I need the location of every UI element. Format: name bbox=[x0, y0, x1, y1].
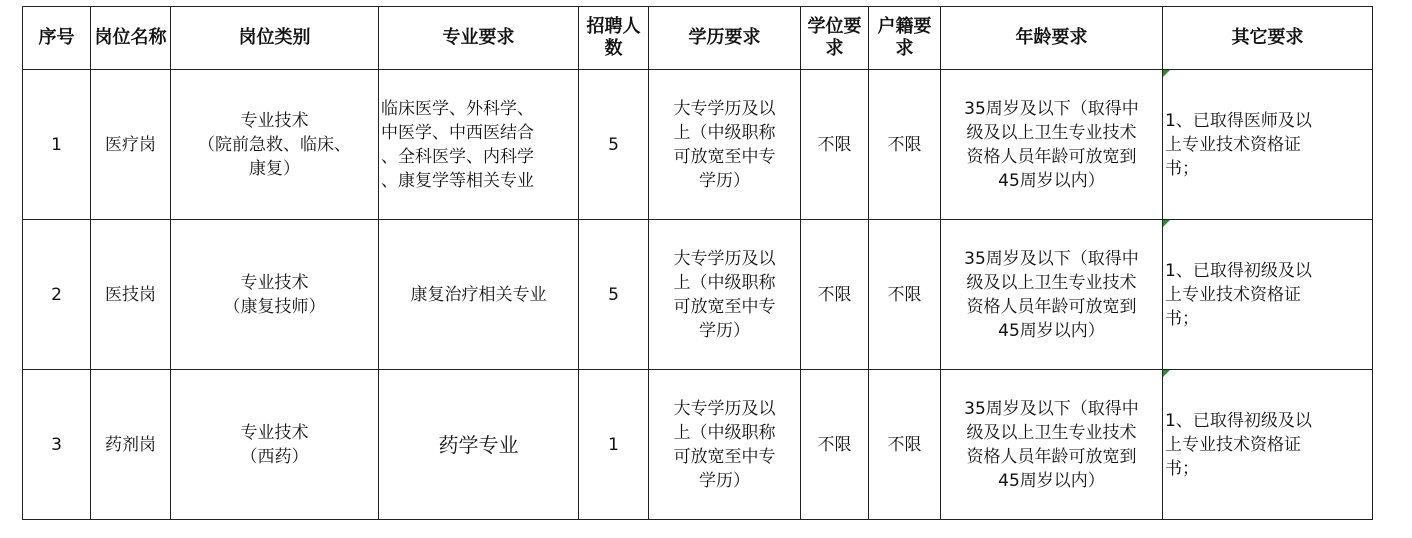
header-degree-req[interactable]: 学位要求 bbox=[801, 7, 869, 70]
cell-position-name[interactable] bbox=[91, 70, 171, 220]
cell-age-req[interactable] bbox=[941, 370, 1163, 520]
table-row bbox=[23, 70, 1373, 220]
cell-text: 不限 bbox=[817, 434, 852, 455]
cell-text: 不限 bbox=[817, 134, 852, 155]
header-major-req[interactable]: 专业要求 bbox=[379, 7, 579, 70]
cell-text: 不限 bbox=[817, 284, 852, 305]
cell-seq[interactable] bbox=[23, 70, 91, 220]
cell-text: 大专学历及以 上（中级职称 可放宽至中专 学历） bbox=[673, 398, 776, 491]
header-hukou-req[interactable]: 户籍要求 bbox=[869, 7, 941, 70]
table-row bbox=[23, 220, 1373, 370]
header-recruit-count[interactable]: 招聘人数 bbox=[579, 7, 649, 70]
comment-marker-icon[interactable] bbox=[1163, 220, 1170, 227]
cell-text: 大专学历及以 上（中级职称 可放宽至中专 学历） bbox=[673, 98, 776, 191]
header-other-req[interactable]: 其它要求 bbox=[1163, 7, 1373, 70]
cell-recruit-count[interactable] bbox=[579, 70, 649, 220]
cell-text: 1、已取得医师及以 上专业技术资格证 书； bbox=[1165, 110, 1312, 179]
cell-text: 3 bbox=[51, 434, 62, 455]
cell-text: 专业技术 （康复技师） bbox=[223, 272, 326, 317]
cell-position-category[interactable] bbox=[171, 70, 379, 220]
cell-position-name[interactable] bbox=[91, 370, 171, 520]
cell-degree-req[interactable] bbox=[801, 370, 869, 520]
recruitment-table bbox=[22, 6, 1373, 520]
header-position-category[interactable]: 岗位类别 bbox=[171, 7, 379, 70]
cell-text: 康复治疗相关专业 bbox=[410, 284, 547, 305]
cell-major-req[interactable] bbox=[379, 220, 579, 370]
cell-text: 1 bbox=[51, 134, 62, 155]
cell-major-req[interactable] bbox=[379, 70, 579, 220]
cell-education-req[interactable] bbox=[649, 220, 801, 370]
cell-position-category[interactable] bbox=[171, 370, 379, 520]
cell-age-req[interactable] bbox=[941, 70, 1163, 220]
cell-text: 临床医学、外科学、 中医学、中西医结合 、全科医学、内科学 、康复学等相关专业 bbox=[381, 98, 534, 191]
cell-text: 1 bbox=[608, 434, 619, 455]
cell-text: 5 bbox=[608, 134, 619, 155]
header-row bbox=[23, 7, 1373, 70]
cell-text: 不限 bbox=[887, 284, 922, 305]
cell-major-req[interactable] bbox=[379, 370, 579, 520]
cell-text: 35周岁及以下（取得中 级及以上卫生专业技术 资格人员年龄可放宽到 45周岁以内） bbox=[964, 98, 1139, 191]
cell-text: 不限 bbox=[887, 134, 922, 155]
cell-degree-req[interactable] bbox=[801, 70, 869, 220]
header-position-name[interactable]: 岗位名称 bbox=[91, 7, 171, 70]
cell-hukou-req[interactable] bbox=[869, 370, 941, 520]
cell-text: 医疗岗 bbox=[105, 134, 156, 155]
cell-text: 5 bbox=[608, 284, 619, 305]
cell-other-req[interactable] bbox=[1163, 220, 1373, 370]
cell-text: 药剂岗 bbox=[105, 434, 156, 455]
table-row bbox=[23, 370, 1373, 520]
cell-text: 专业技术 （院前急救、临床、 康复） bbox=[198, 110, 351, 179]
cell-recruit-count[interactable] bbox=[579, 220, 649, 370]
cell-text: 医技岗 bbox=[105, 284, 156, 305]
cell-text: 大专学历及以 上（中级职称 可放宽至中专 学历） bbox=[673, 248, 776, 341]
cell-text: 35周岁及以下（取得中 级及以上卫生专业技术 资格人员年龄可放宽到 45周岁以内） bbox=[964, 248, 1139, 341]
cell-hukou-req[interactable] bbox=[869, 70, 941, 220]
cell-hukou-req[interactable] bbox=[869, 220, 941, 370]
cell-text: 1、已取得初级及以 上专业技术资格证 书； bbox=[1165, 260, 1312, 329]
cell-text: 药学专业 bbox=[438, 432, 519, 457]
cell-text: 1、已取得初级及以 上专业技术资格证 书； bbox=[1165, 410, 1312, 479]
cell-text: 不限 bbox=[887, 434, 922, 455]
cell-other-req[interactable] bbox=[1163, 70, 1373, 220]
comment-marker-icon[interactable] bbox=[1163, 70, 1170, 77]
cell-education-req[interactable] bbox=[649, 370, 801, 520]
cell-text: 35周岁及以下（取得中 级及以上卫生专业技术 资格人员年龄可放宽到 45周岁以内） bbox=[964, 398, 1139, 491]
cell-text: 2 bbox=[51, 284, 62, 305]
header-education-req[interactable]: 学历要求 bbox=[649, 7, 801, 70]
cell-education-req[interactable] bbox=[649, 70, 801, 220]
header-age-req[interactable]: 年龄要求 bbox=[941, 7, 1163, 70]
cell-other-req[interactable] bbox=[1163, 370, 1373, 520]
comment-marker-icon[interactable] bbox=[1163, 370, 1170, 377]
cell-text: 专业技术 （西药） bbox=[240, 422, 309, 467]
cell-degree-req[interactable] bbox=[801, 220, 869, 370]
cell-seq[interactable] bbox=[23, 370, 91, 520]
header-seq[interactable]: 序号 bbox=[23, 7, 91, 70]
cell-position-name[interactable] bbox=[91, 220, 171, 370]
cell-seq[interactable] bbox=[23, 220, 91, 370]
cell-position-category[interactable] bbox=[171, 220, 379, 370]
cell-recruit-count[interactable] bbox=[579, 370, 649, 520]
cell-age-req[interactable] bbox=[941, 220, 1163, 370]
